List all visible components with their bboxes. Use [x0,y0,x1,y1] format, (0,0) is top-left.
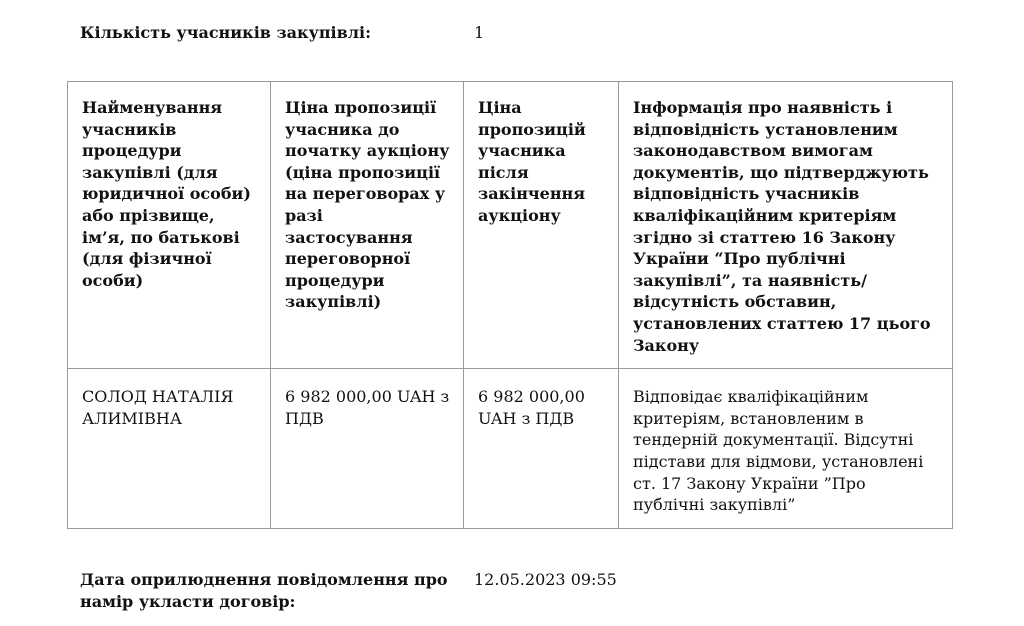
cell-qualification-info: Відповідає кваліфікаційним критеріям, встановленим в тендерній документації. Відсутні підстави для відмови, установлені ст. 17 Закону України ”Про публічні закупівлі” [619,369,953,529]
publication-date-label: Дата оприлюднення повідомлення про намір укласти договір: [80,570,448,611]
table-header-row [68,82,953,369]
cell-participant-name: СОЛОД НАТАЛІЯ АЛИМІВНА [68,369,271,529]
participants-count-value: 1 [474,23,485,42]
cell-price-after-auction: 6 982 000,00 UAH з ПДВ [464,369,619,529]
participants-count-label: Кількість учасників закупівлі: [80,23,371,42]
table-row [68,369,953,529]
header-participant-name: Найменування учасників процедури закупівлі (для юридичної особи) або прізвище, ім’я, по батькові (для фізичної особи) [68,82,271,369]
header-qualification-info: Інформація про наявність і відповідність установленим законодавством вимогам документів, що підтверджують відповідність учасників кваліфікаційним критеріям згідно зі статтею 16 Закону України “Про публічні закупівлі”, та наявність/відсутність обставин, установлених статтею 17 цього Закону [619,82,953,369]
header-price-after-auction: Ціна пропозицій учасника після закінчення аукціону [464,82,619,369]
header-price-before-auction: Ціна пропозиції учасника до початку аукціону (ціна пропозиції на переговорах у разі застосування переговорної процедури закупівлі) [271,82,464,369]
cell-price-before-auction: 6 982 000,00 UAH з ПДВ [271,369,464,529]
publication-date-value: 12.05.2023 09:55 [474,570,617,589]
participants-table [67,81,953,529]
